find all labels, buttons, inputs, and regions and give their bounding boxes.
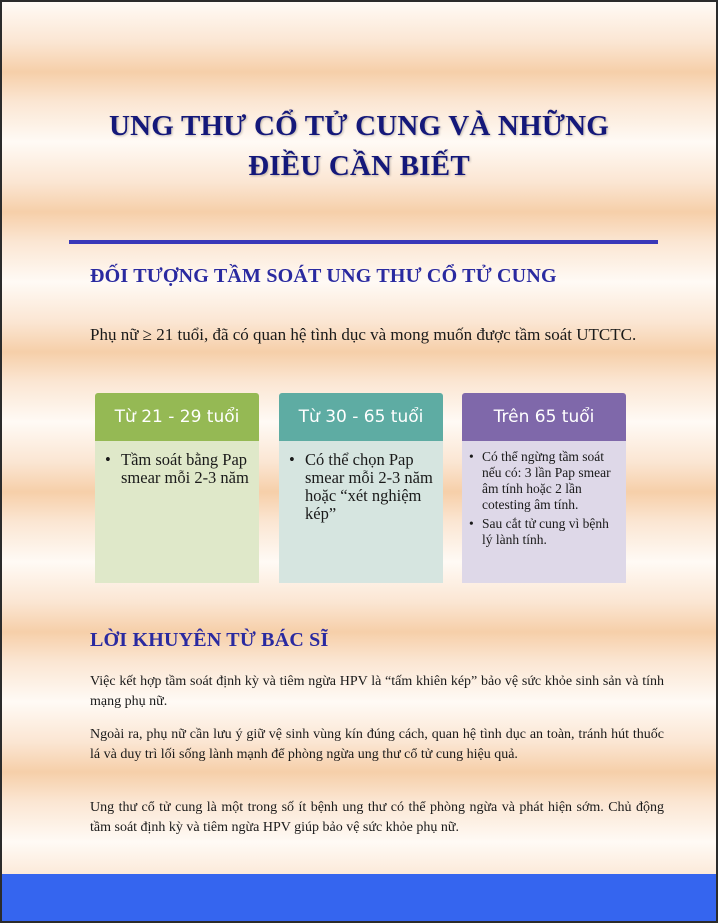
card-body (279, 441, 443, 583)
card-list (482, 449, 616, 548)
card-list-item: • Có thể chọn Pap smear mỗi 2-3 năm hoặc “xét nghiệm kép” (305, 451, 433, 523)
screening-intro-text: Phụ nữ ≥ 21 tuổi, đã có quan hệ tình dục và mong muốn được tầm soát UTCTC. (90, 325, 637, 344)
footer-bar (2, 874, 716, 921)
card-age-over-65 (462, 393, 626, 583)
card-list-item: • Có thể ngừng tầm soát nếu có: 3 lần Pap smear âm tính hoặc 2 lần cotesting âm tính. (482, 449, 616, 513)
card-list (121, 451, 249, 487)
title-line-2: ĐIỀU CẦN BIẾT (248, 150, 470, 182)
card-age-30-65 (279, 393, 443, 583)
card-list-item: • Tầm soát bằng Pap smear mỗi 2-3 năm (121, 451, 249, 487)
card-body (462, 441, 626, 583)
card-title: Từ 30 - 65 tuổi (279, 393, 443, 441)
card-title: Từ 21 - 29 tuổi (95, 393, 259, 441)
advice-paragraph: Việc kết hợp tầm soát định kỳ và tiêm ngừa HPV là “tấm khiên kép” bảo vệ sức khỏe sinh sản và tính mạng phụ nữ. (90, 674, 664, 709)
title-divider (69, 240, 658, 244)
advice-paragraph: Ung thư cổ tử cung là một trong số ít bệnh ung thư có thể phòng ngừa và phát hiện sớm. Chủ động tầm soát định kỳ và tiêm ngừa HPV giúp bảo vệ sức khỏe phụ nữ. (90, 800, 664, 835)
section-heading-advice: LỜI KHUYÊN TỪ BÁC SĨ (90, 629, 329, 651)
card-body (95, 441, 259, 583)
title-line-1: UNG THƯ CỔ TỬ CUNG VÀ NHỮNG (108, 110, 610, 142)
card-title: Trên 65 tuổi (462, 393, 626, 441)
card-age-21-29 (95, 393, 259, 583)
page-title (2, 106, 716, 186)
card-list (305, 451, 433, 523)
advice-paragraph: Ngoài ra, phụ nữ cần lưu ý giữ vệ sinh vùng kín đúng cách, quan hệ tình dục an toàn, tránh hút thuốc lá và duy trì lối sống lành mạnh để phòng ngừa ung thư cổ tử cung hiệu quả. (90, 727, 664, 762)
card-list-item: • Sau cắt tử cung vì bệnh lý lành tính. (482, 516, 616, 548)
section-heading-screening: ĐỐI TƯỢNG TẦM SOÁT UNG THƯ CỔ TỬ CUNG (90, 265, 557, 287)
